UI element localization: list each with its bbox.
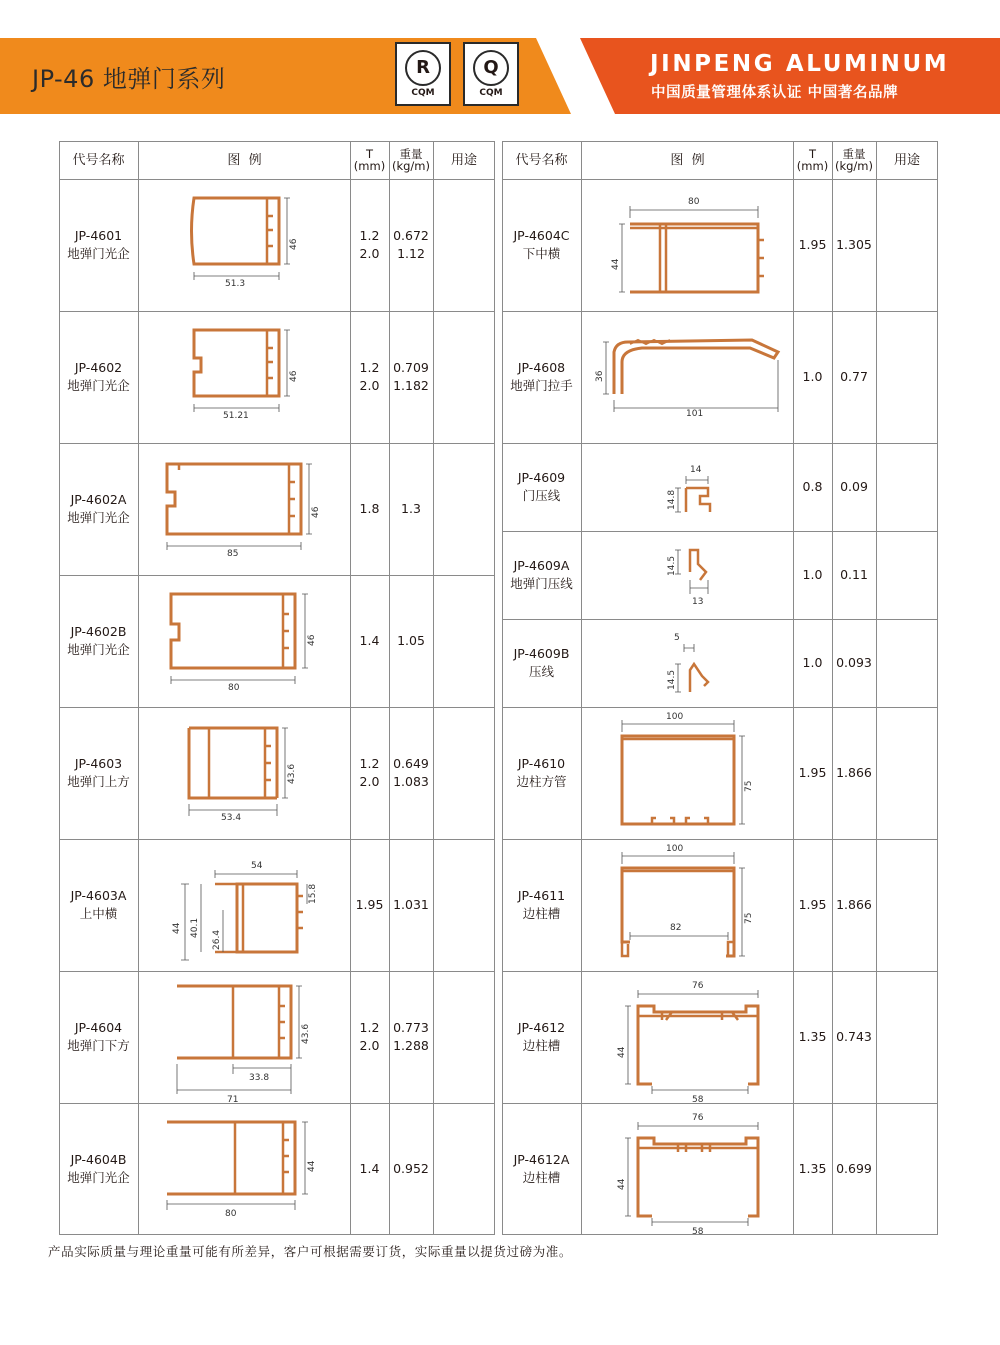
- svg-text:100: 100: [666, 844, 684, 854]
- svg-text:80: 80: [228, 683, 240, 693]
- svg-text:54: 54: [251, 861, 263, 871]
- right-row-9-code: JP-4612A 边柱槽: [513, 1152, 570, 1185]
- svg-text:44: 44: [617, 1046, 627, 1058]
- right-row-4-weight: 0.11: [840, 567, 868, 582]
- svg-text:80: 80: [688, 197, 700, 207]
- right-row-6-t: 1.95: [798, 765, 827, 780]
- svg-text:100: 100: [666, 712, 684, 722]
- svg-text:53.4: 53.4: [221, 813, 242, 823]
- left-row-3-t: 1.8: [359, 501, 380, 516]
- right-row-8-code: JP-4612 边柱槽: [517, 1020, 566, 1053]
- svg-text:36: 36: [595, 370, 605, 382]
- svg-text:13: 13: [692, 597, 704, 607]
- profile-jp4612: [582, 972, 792, 1102]
- right-row-9-weight: 0.699: [836, 1161, 872, 1176]
- profile-jp4608: [582, 312, 792, 442]
- header-weight: 重量 (kg/m): [391, 147, 430, 173]
- header-use: 用途: [893, 152, 920, 168]
- left-row-2-weight: 0.709 1.182: [393, 360, 429, 393]
- right-row-8-t: 1.35: [798, 1029, 827, 1044]
- svg-text:15.8: 15.8: [308, 883, 318, 904]
- svg-text:76: 76: [692, 981, 704, 991]
- left-row-5-code: JP-4603 地弹门上方: [67, 756, 130, 789]
- profile-jp4602b: [139, 576, 349, 706]
- cert-q-icon: Q: [473, 50, 509, 86]
- right-row-8-weight: 0.743: [836, 1029, 872, 1044]
- svg-text:58: 58: [692, 1095, 704, 1102]
- svg-text:46: 46: [307, 634, 317, 646]
- series-title: JP-46 地弹门系列: [32, 65, 226, 93]
- footer-note: 产品实际质量与理论重量可能有所差异，客户可根据需要订货，实际重量以提货过磅为准。: [48, 1244, 573, 1259]
- svg-text:44: 44: [172, 922, 182, 934]
- svg-text:80: 80: [225, 1209, 237, 1219]
- right-row-1-code: JP-4604C 下中横: [513, 228, 570, 261]
- svg-text:75: 75: [744, 912, 754, 924]
- header-figure: 图 例: [670, 152, 705, 168]
- svg-text:26.4: 26.4: [212, 929, 222, 950]
- right-row-5-code: JP-4609B 压线: [513, 646, 570, 679]
- svg-text:58: 58: [692, 1227, 704, 1234]
- svg-text:44: 44: [617, 1178, 627, 1190]
- profile-jp4610: [582, 708, 792, 838]
- right-row-1-weight: 1.305: [836, 237, 872, 252]
- right-row-4-t: 1.0: [802, 567, 823, 582]
- svg-text:44: 44: [307, 1160, 317, 1172]
- profile-jp4612a: [582, 1104, 792, 1234]
- right-row-3-weight: 0.09: [840, 479, 868, 494]
- right-row-5-weight: 0.093: [836, 655, 872, 670]
- right-row-7-weight: 1.866: [836, 897, 872, 912]
- header-use: 用途: [450, 152, 477, 168]
- svg-text:46: 46: [311, 506, 321, 518]
- left-row-7-code: JP-4604 地弹门下方: [67, 1020, 130, 1053]
- left-row-5-weight: 0.649 1.083: [393, 756, 429, 789]
- left-row-4-t: 1.4: [359, 633, 380, 648]
- cert-badge-q: Q CQM: [463, 42, 519, 106]
- cert-r-icon: R: [405, 50, 441, 86]
- profile-jp4609a: [582, 532, 792, 618]
- left-row-5-t: 1.2 2.0: [359, 756, 380, 789]
- svg-text:75: 75: [744, 780, 754, 792]
- svg-text:5: 5: [674, 633, 680, 643]
- svg-text:43.6: 43.6: [301, 1023, 311, 1044]
- left-row-3-weight: 1.3: [401, 501, 421, 516]
- svg-text:14.5: 14.5: [667, 669, 677, 690]
- svg-text:85: 85: [227, 549, 239, 559]
- right-row-2-code: JP-4608 地弹门拉手: [510, 360, 573, 393]
- left-row-7-weight: 0.773 1.288: [393, 1020, 429, 1053]
- profile-jp4609: [582, 444, 792, 530]
- profile-jp4602a: [139, 444, 349, 574]
- svg-text:71: 71: [227, 1095, 239, 1102]
- profile-jp4601: [139, 180, 349, 310]
- right-row-6-weight: 1.866: [836, 765, 872, 780]
- header-code: 代号名称: [72, 152, 125, 168]
- header-thickness: T (mm): [796, 147, 829, 173]
- svg-text:51.3: 51.3: [225, 279, 246, 289]
- right-row-4-code: JP-4609A 地弹门压线: [510, 558, 573, 591]
- left-row-4-code: JP-4602B 地弹门光企: [67, 624, 130, 657]
- right-row-2-t: 1.0: [802, 369, 823, 384]
- right-row-9-t: 1.35: [798, 1161, 827, 1176]
- left-row-1-weight: 0.672 1.12: [393, 228, 429, 261]
- svg-text:46: 46: [289, 370, 299, 382]
- svg-text:82: 82: [670, 923, 682, 933]
- right-row-3-t: 0.8: [802, 479, 823, 494]
- svg-text:43.6: 43.6: [287, 763, 297, 784]
- profile-jp4604: [139, 972, 349, 1102]
- header-thickness: T (mm): [353, 147, 386, 173]
- left-row-7-t: 1.2 2.0: [359, 1020, 380, 1053]
- svg-text:40.1: 40.1: [190, 917, 200, 938]
- svg-text:14.8: 14.8: [667, 489, 677, 510]
- left-row-8-t: 1.4: [359, 1161, 380, 1176]
- right-row-2-weight: 0.77: [840, 369, 868, 384]
- right-row-3-code: JP-4609 门压线: [517, 470, 566, 503]
- profile-jp4604c: [582, 180, 792, 310]
- svg-text:51.21: 51.21: [223, 411, 249, 421]
- svg-text:44: 44: [611, 258, 621, 270]
- left-row-6-weight: 1.031: [393, 897, 429, 912]
- brand-slogan: 中国质量管理体系认证 中国著名品牌: [651, 85, 899, 101]
- left-row-8-code: JP-4604B 地弹门光企: [67, 1152, 130, 1185]
- profile-jp4604b: [139, 1104, 349, 1234]
- svg-text:14: 14: [690, 465, 702, 475]
- header-figure: 图 例: [227, 152, 262, 168]
- brand-name: JINPENG ALUMINUM: [650, 51, 950, 77]
- right-profile-table: [502, 141, 938, 1235]
- svg-text:46: 46: [289, 238, 299, 250]
- left-row-2-code: JP-4602 地弹门光企: [67, 360, 130, 393]
- svg-text:101: 101: [686, 409, 704, 419]
- left-row-6-t: 1.95: [355, 897, 384, 912]
- profile-jp4609b: [582, 620, 792, 706]
- left-row-4-weight: 1.05: [397, 633, 425, 648]
- profile-jp4602: [139, 312, 349, 442]
- left-profile-table: [59, 141, 495, 1235]
- header-code: 代号名称: [515, 152, 568, 168]
- right-row-7-code: JP-4611 边柱槽: [517, 888, 566, 921]
- left-row-8-weight: 0.952: [393, 1161, 429, 1176]
- svg-text:14.5: 14.5: [667, 555, 677, 576]
- profile-jp4603a: [139, 840, 349, 970]
- right-row-5-t: 1.0: [802, 655, 823, 670]
- profile-jp4611: [582, 840, 792, 970]
- left-row-1-t: 1.2 2.0: [359, 228, 380, 261]
- right-row-6-code: JP-4610 边柱方管: [516, 756, 567, 789]
- left-row-6-code: JP-4603A 上中横: [70, 888, 127, 921]
- left-row-3-code: JP-4602A 地弹门光企: [67, 492, 130, 525]
- left-row-2-t: 1.2 2.0: [359, 360, 380, 393]
- left-row-1-code: JP-4601 地弹门光企: [67, 228, 130, 261]
- svg-text:33.8: 33.8: [249, 1073, 270, 1083]
- svg-text:76: 76: [692, 1113, 704, 1123]
- profile-jp4603: [139, 708, 349, 838]
- right-row-1-t: 1.95: [798, 237, 827, 252]
- cert-badge-r: R CQM: [395, 42, 451, 106]
- header-weight: 重量 (kg/m): [834, 147, 873, 173]
- right-row-7-t: 1.95: [798, 897, 827, 912]
